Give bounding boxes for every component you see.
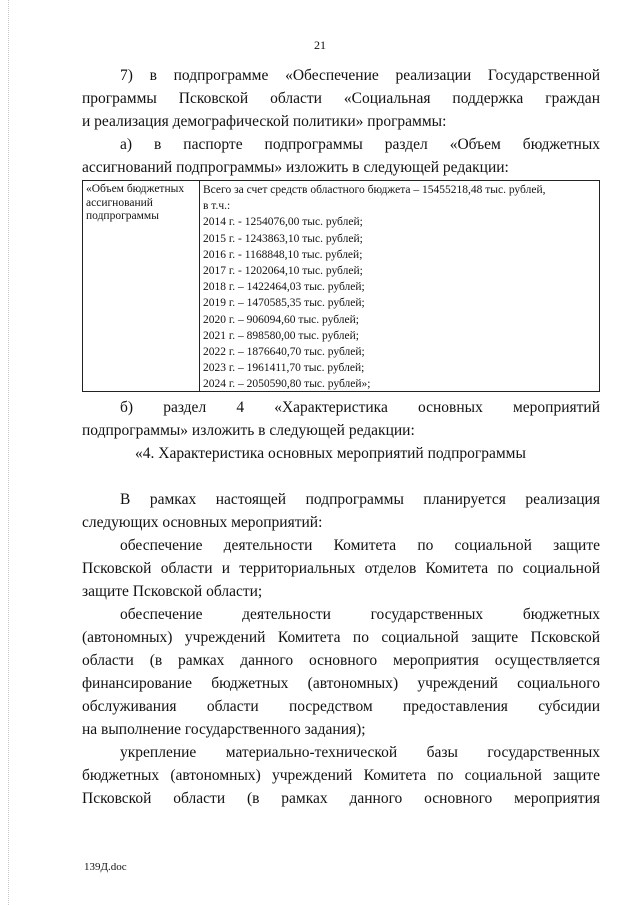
table-line: 2022 г. – 1876640,70 тыс. рублей; (203, 346, 365, 359)
text-line: укрепление материально-технической базы государственных (120, 744, 600, 761)
page-number: 21 (314, 38, 326, 52)
text-line: защите Псковской области; (82, 583, 263, 600)
table-line: 2018 г. – 1422464,03 тыс. рублей; (203, 281, 365, 294)
table-line: в т.ч.: (203, 200, 231, 213)
table-line: 2024 г. – 2050590,80 тыс. рублей»; (203, 378, 371, 391)
text-line: финансирование бюджетных (автономных) учреждений социального (82, 675, 600, 692)
text-line: а) в паспорте подпрограммы раздел «Объем бюджетных (120, 136, 600, 153)
text-line: обеспечение деятельности государственных бюджетных (120, 606, 600, 623)
text-line: 7) в подпрограмме «Обеспечение реализации Государственной (120, 67, 600, 84)
text-line: на выполнение государственного задания); (82, 721, 366, 738)
text-line: ассигнований подпрограммы» изложить в следующей редакции: (82, 159, 509, 176)
table-line: 2016 г. - 1168848,10 тыс. рублей; (203, 248, 363, 261)
table-line: 2015 г. - 1243863,10 тыс. рублей; (203, 232, 363, 245)
text-line: области (в рамках данного основного мероприятия осуществляется (82, 652, 600, 669)
table-left-label: «Объем бюджетных ассигнований подпрограммы (86, 183, 185, 222)
text-line: программы Псковской области «Социальная поддержка граждан (82, 90, 600, 107)
table-line: 2017 г. - 1202064,10 тыс. рублей; (203, 265, 363, 278)
text-line: обслуживания области посредством предоставления субсидии (82, 698, 600, 715)
section-heading: «4. Характеристика основных мероприятий подпрограммы (135, 445, 526, 462)
scan-edge-artifact (8, 0, 9, 905)
table-line: 2023 г. – 1961411,70 тыс. рублей; (203, 362, 365, 375)
text-line: (автономных) учреждений Комитета по социальной защите Псковской (82, 629, 600, 646)
table-line: Всего за счет средств областного бюджета – 15455218,48 тыс. рублей, (203, 184, 546, 196)
text-line: В рамках настоящей подпрограммы планируется реализация (120, 491, 600, 508)
text-line: б) раздел 4 «Характеристика основных мероприятий (120, 399, 600, 416)
text-line: Псковской области (в рамках данного основного мероприятия (82, 790, 600, 807)
table-right-column (203, 182, 597, 393)
budget-table (82, 180, 600, 392)
table-line: 2014 г. - 1254076,00 тыс. рублей; (203, 216, 363, 229)
footer-filename: 139Д.doc (84, 861, 127, 873)
text-line: Псковской области и территориальных отделов Комитета по социальной (82, 560, 600, 577)
text-line: следующих основных мероприятий: (82, 514, 323, 531)
text-line: бюджетных (автономных) учреждений Комитета по социальной защите (82, 767, 600, 784)
table-line: 2020 г. – 906094,60 тыс. рублей; (203, 313, 359, 326)
text-line: подпрограммы» изложить в следующей редакции: (82, 422, 415, 439)
table-line: 2021 г. – 898580,00 тыс. рублей; (203, 329, 359, 342)
text-line: обеспечение деятельности Комитета по социальной защите (120, 537, 600, 554)
text-line: и реализация демографической политики» программы: (82, 113, 447, 130)
table-column-divider (199, 181, 200, 391)
table-line: 2019 г. – 1470585,35 тыс. рублей; (203, 297, 365, 310)
